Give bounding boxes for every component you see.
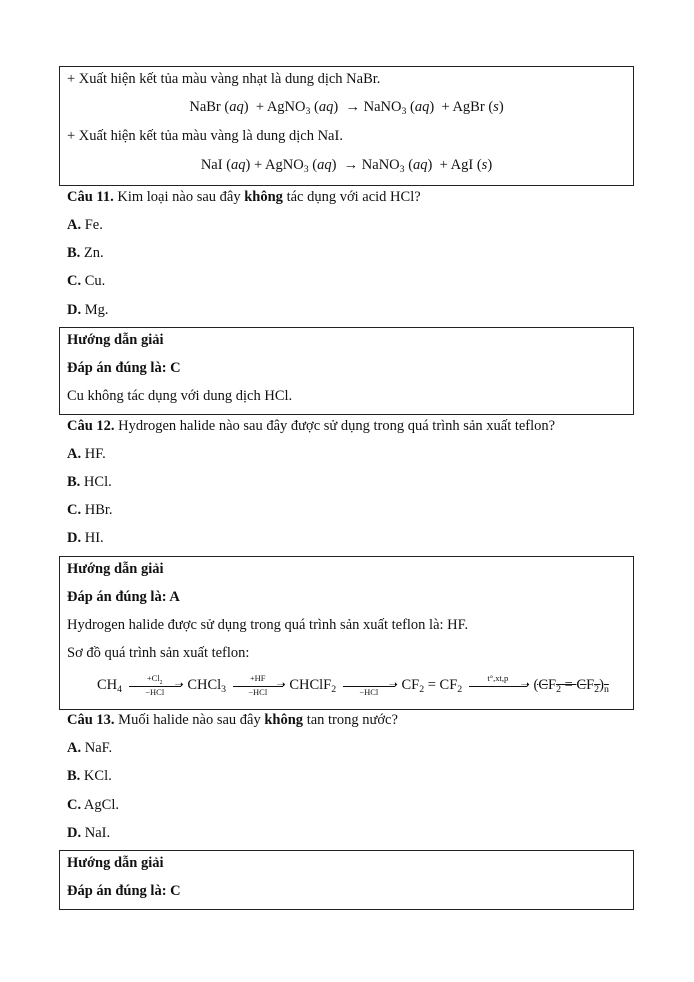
- guide-answer: Đáp án đúng là: C: [67, 360, 181, 376]
- guide-box-13: [59, 850, 634, 910]
- option-a: A. HF.: [67, 446, 106, 462]
- guide-answer: Đáp án đúng là: A: [67, 589, 180, 605]
- text-line: + Xuất hiện kết tủa màu vàng là dung dịch NaI.: [67, 128, 343, 144]
- equation-nabr: NaBr (aq) + AgNO$_3$ (aq) → NaNO$_3$ (aq) + AgBr (s): [189, 99, 504, 117]
- option-b: B. HCl.: [67, 474, 112, 490]
- guide-title: Hướng dẫn giải: [67, 561, 164, 577]
- arrow-heat: ➝ −HCl: [343, 685, 395, 687]
- answer-box-continued: [59, 66, 634, 186]
- teflon-scheme: [97, 672, 609, 697]
- option-a: A. NaF.: [67, 740, 113, 756]
- arrow-cl2: $+Cl_2$ ➝ −HCl: [129, 685, 181, 687]
- guide-answer: Đáp án đúng là: C: [67, 883, 181, 899]
- guide-title: Hướng dẫn giải: [67, 332, 164, 348]
- option-c: C. AgCl.: [67, 797, 119, 813]
- guide-title: Hướng dẫn giải: [67, 855, 164, 871]
- text-line: + Xuất hiện kết tủa màu vàng nhạt là dung dịch NaBr.: [67, 71, 381, 87]
- guide-explanation: Cu không tác dụng với dung dịch HCl.: [67, 388, 293, 404]
- option-a: A. Fe.: [67, 217, 103, 233]
- question-12: Câu 12. Hydrogen halide nào sau đây được sử dụng trong quá trình sản xuất teflon?: [67, 418, 556, 434]
- option-d: D. NaI.: [67, 825, 111, 841]
- question-13: Câu 13. Muối halide nào sau đây không tan trong nước?: [67, 712, 398, 728]
- formula-chclf2: CHClF$_2$: [289, 677, 337, 695]
- guide-explanation: Hydrogen halide được sử dụng trong quá trình sản xuất teflon là: HF.: [67, 617, 469, 633]
- guide-box-11: [59, 327, 634, 415]
- option-d: D. Mg.: [67, 302, 109, 318]
- formula-teflon: $(CF_2 = CF_2)_n$: [533, 677, 609, 695]
- option-b: B. Zn.: [67, 245, 104, 261]
- question-11: Câu 11. Kim loại nào sau đây không tác dụng với acid HCl?: [67, 189, 421, 205]
- arrow-hf: +HF ➝ −HCl: [233, 685, 283, 687]
- formula-cf2-cf2: $CF_2 = CF_2$: [401, 677, 463, 695]
- formula-ch4: $CH_4$: [97, 677, 123, 695]
- scheme-label: Sơ đồ quá trình sản xuất teflon:: [67, 645, 250, 661]
- arrow-polymerize: t°,xt,p ➝: [469, 685, 527, 687]
- option-d: D. HI.: [67, 530, 104, 546]
- formula-chcl3: CHCl$_3$: [187, 677, 227, 695]
- equation-nai: NaI (aq) + AgNO$_3$ (aq) → NaNO$_3$ (aq) + AgI (s): [200, 157, 493, 175]
- option-b: B. KCl.: [67, 768, 112, 784]
- option-c: C. HBr.: [67, 502, 113, 518]
- option-c: C. Cu.: [67, 273, 106, 289]
